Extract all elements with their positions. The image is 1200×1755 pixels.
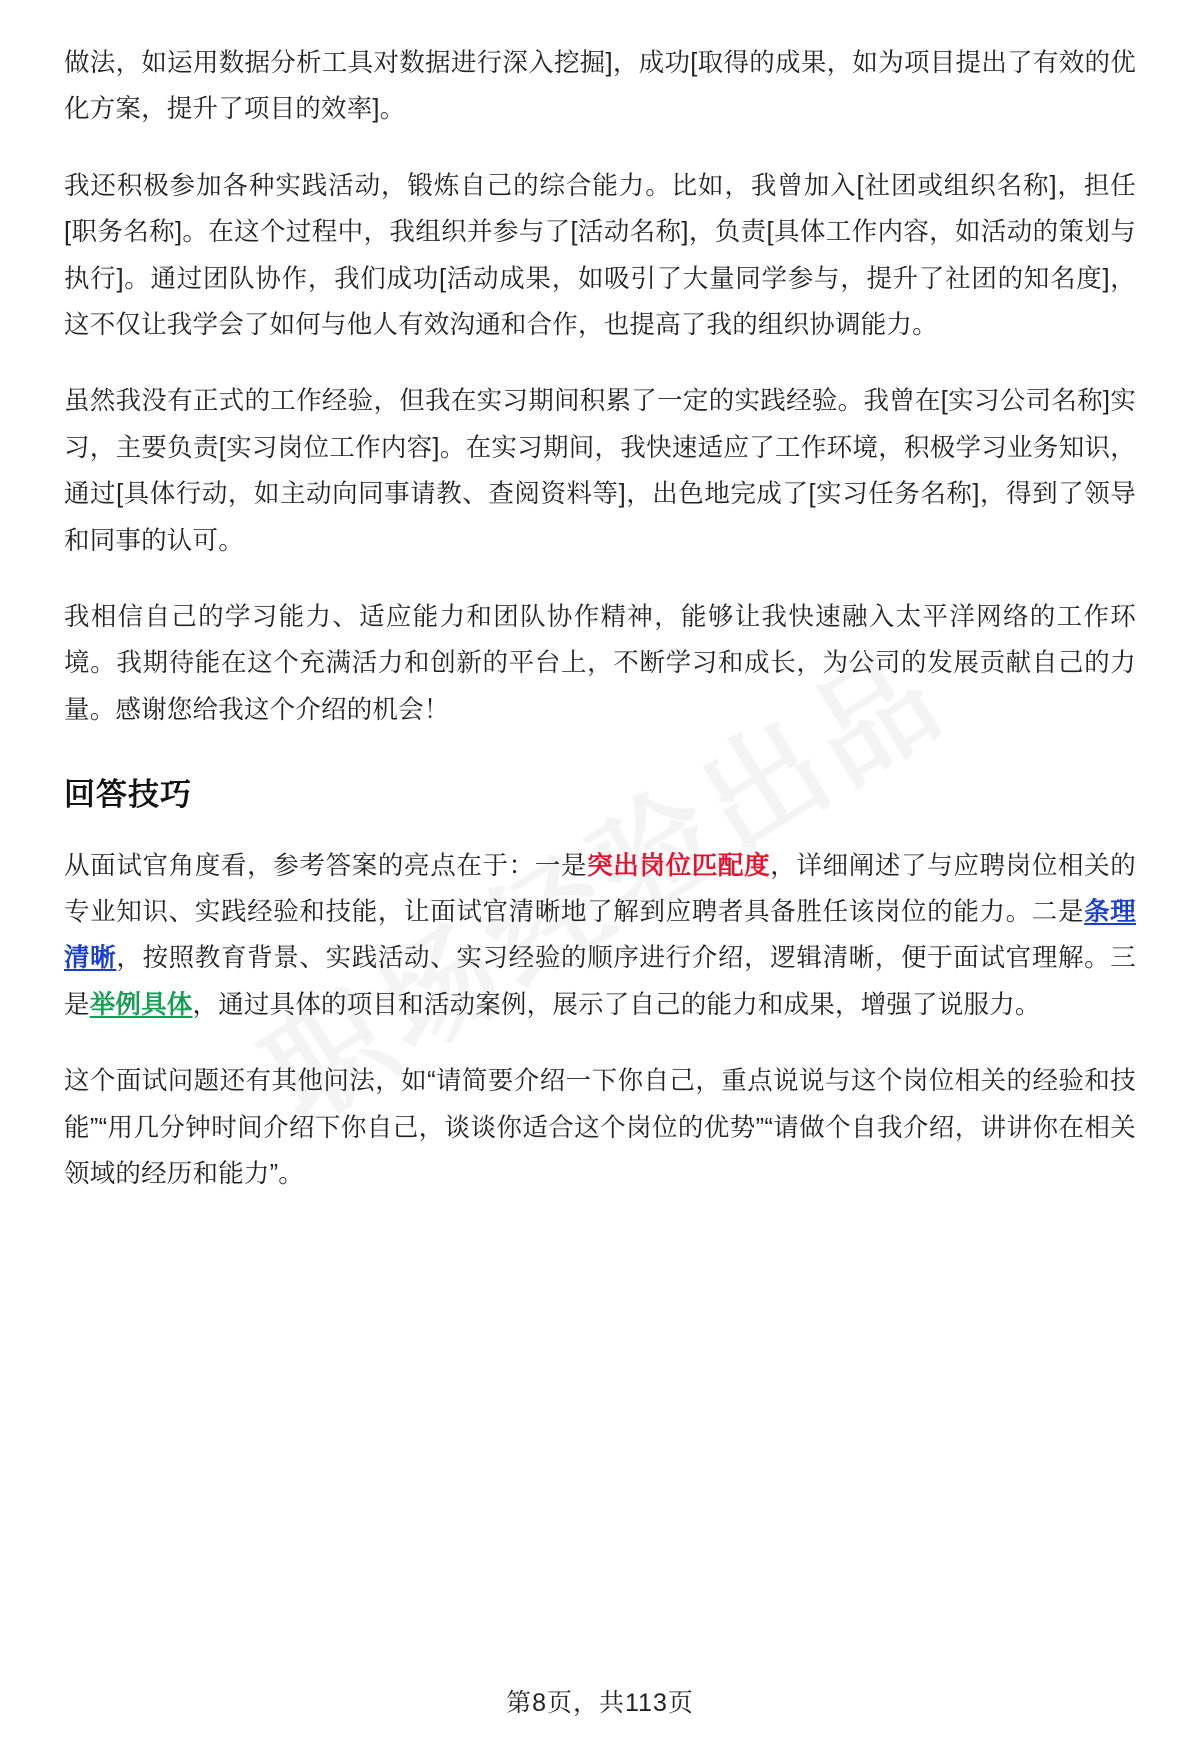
page-footer: 第8页，共113页 bbox=[506, 1689, 694, 1717]
tips-paragraph bbox=[64, 843, 1136, 1029]
section-heading: 回答技巧 bbox=[64, 777, 192, 813]
tips-text-part-3: ，按照教育背景、实践活动、实习经验的顺序进行介绍，逻辑清晰，便于面试官理解。三是 bbox=[64, 944, 1136, 1019]
paragraph-4: 我相信自己的学习能力、适应能力和团队协作精神，能够让我快速融入太平洋网络的工作环境。我期待能在这个充满活力和创新的平台上，不断学习和成长，为公司的发展贡献自己的力量。感谢您给我这个介绍的机会！ bbox=[64, 603, 1136, 724]
tips-text-part-4: ，通过具体的项目和活动案例，展示了自己的能力和成果，增强了说服力。 bbox=[192, 990, 1041, 1019]
highlight-match-degree: 突出岗位匹配度 bbox=[587, 851, 771, 880]
tips-text-part-1: 从面试官角度看，参考答案的亮点在于：一是 bbox=[64, 851, 588, 880]
closing-paragraph: 这个面试问题还有其他问法，如“请简要介绍一下你自己，重点说说与这个岗位相关的经验和技能”“用几分钟时间介绍下你自己，谈谈你适合这个岗位的优势”“请做个自我介绍，讲讲你在相关领域的经历和能力”。 bbox=[64, 1067, 1136, 1189]
paragraph-3: 虽然我没有正式的工作经验，但我在实习期间积累了一定的实践经验。我曾在[实习公司名称]实习，主要负责[实习岗位工作内容]。在实习期间，我快速适应了工作环境，积极学习业务知识，通过[具体行动，如主动向同事请教、查阅资料等]，出色地完成了[实习任务名称]，得到了领导和同事的认可。 bbox=[64, 387, 1136, 555]
paragraph-1: 做法，如运用数据分析工具对数据进行深入挖掘]，成功[取得的成果，如为项目提出了有效的优化方案，提升了项目的效率]。 bbox=[64, 49, 1136, 124]
paragraph-2: 我还积极参加各种实践活动，锻炼自己的综合能力。比如，我曾加入[社团或组织名称]，担任[职务名称]。在这个过程中，我组织并参与了[活动名称]，负责[具体工作内容，如活动的策划与执行]。通过团队协作，我们成功[活动成果，如吸引了大量同学参与，提升了社团的知名度]，这不仅让我学会了如何与他人有效沟通和合作，也提高了我的组织协调能力。 bbox=[64, 171, 1136, 340]
highlight-concrete-examples: 举例具体 bbox=[89, 990, 193, 1019]
document-body bbox=[64, 40, 1136, 1198]
tips-text-part-2: ，详细阐述了与应聘岗位相关的专业知识、实践经验和技能，让面试官清晰地了解到应聘者具备胜任该岗位的能力。二是 bbox=[64, 851, 1136, 927]
highlight-clear-logic: 条理清晰 bbox=[64, 898, 1136, 973]
